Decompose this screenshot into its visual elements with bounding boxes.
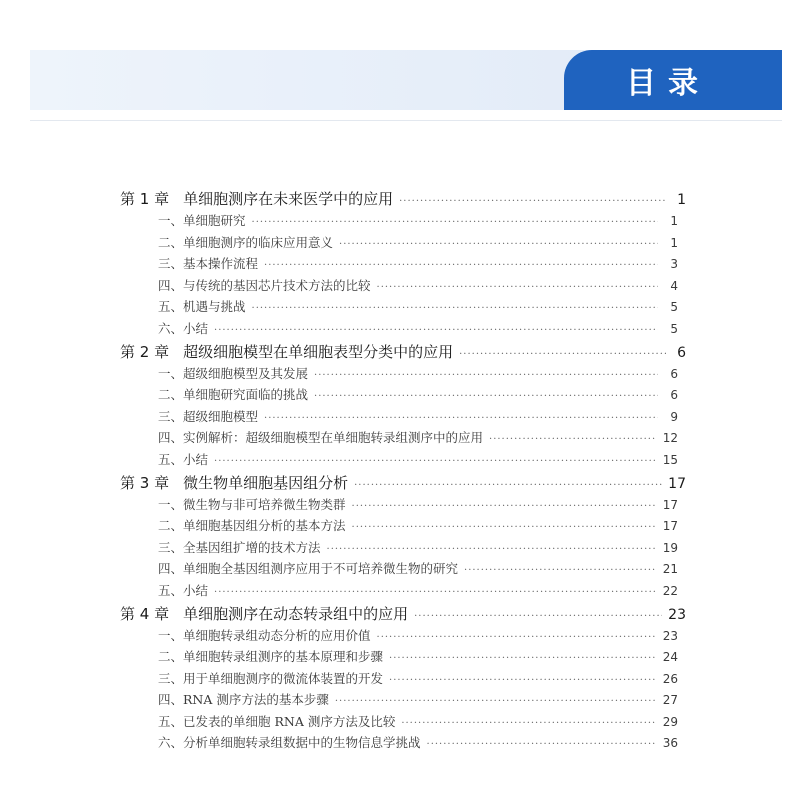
chapter-page-number: 6 (677, 344, 686, 361)
dot-leader (214, 456, 657, 467)
dot-leader (399, 196, 666, 207)
dot-leader (214, 325, 658, 336)
section-title: 一、单细胞转录组动态分析的应用价值 (158, 627, 371, 643)
chapter-page-number: 23 (668, 606, 686, 623)
section-page-number: 17 (662, 497, 678, 512)
section-row (120, 733, 686, 755)
section-title: 五、小结 (158, 451, 209, 467)
section-title: 五、机遇与挑战 (158, 299, 246, 315)
dot-leader (252, 303, 658, 314)
section-page-number: 5 (670, 321, 678, 336)
section-page-number: 1 (670, 235, 678, 250)
section-row (120, 581, 686, 603)
section-page-number: 5 (670, 300, 678, 315)
dot-leader (335, 696, 657, 707)
section-row (120, 712, 686, 734)
dot-leader (414, 611, 662, 622)
section-title: 一、超级细胞模型及其发展 (158, 365, 309, 381)
chapter-number: 第 2 章 (120, 342, 170, 361)
chapter-number: 第 1 章 (120, 190, 170, 208)
dot-leader (377, 282, 658, 293)
section-page-number: 24 (662, 650, 678, 665)
section-title: 二、单细胞转录组测序的基本原理和步骤 (158, 649, 384, 665)
dot-leader (252, 217, 658, 228)
section-page-number: 21 (662, 562, 678, 577)
dot-leader (352, 501, 657, 512)
section-page-number: 15 (662, 452, 678, 467)
dot-leader (327, 544, 657, 555)
chapter-row (120, 603, 686, 626)
section-page-number: 26 (662, 671, 678, 686)
dot-leader (339, 239, 658, 250)
section-row (120, 233, 686, 255)
section-title: 三、超级细胞模型 (158, 408, 259, 424)
chapter-number: 第 4 章 (120, 604, 170, 623)
chapter-row (120, 472, 686, 495)
chapter-row (120, 188, 686, 211)
section-row (120, 538, 686, 560)
section-row (120, 516, 686, 538)
section-row (120, 495, 686, 517)
dot-leader (389, 653, 657, 664)
section-title: 四、与传统的基因芯片技术方法的比较 (158, 277, 371, 293)
section-title: 二、单细胞研究面临的挑战 (158, 387, 309, 403)
section-page-number: 1 (670, 214, 678, 228)
dot-leader (401, 718, 656, 729)
section-title: 四、单细胞全基因组测序应用于不可培养微生物的研究 (158, 561, 459, 577)
dot-leader (489, 434, 657, 445)
section-row (120, 626, 686, 648)
section-title: 三、全基因组扩增的技术方法 (158, 539, 321, 555)
header-banner (30, 50, 782, 110)
dot-leader (464, 565, 657, 576)
section-page-number: 12 (662, 431, 678, 446)
section-row (120, 385, 686, 407)
chapter-number: 第 3 章 (120, 473, 170, 492)
section-row (120, 559, 686, 581)
section-row (120, 669, 686, 691)
section-row (120, 211, 686, 233)
section-title: 六、分析单细胞转录组数据中的生物信息学挑战 (158, 735, 421, 751)
section-row (120, 254, 686, 276)
section-page-number: 3 (670, 257, 678, 272)
dot-leader (264, 413, 658, 424)
section-page-number: 29 (662, 714, 678, 729)
chapter-page-number: 17 (668, 475, 686, 492)
section-title: 四、RNA 测序方法的基本步骤 (158, 692, 329, 708)
dot-leader (354, 480, 662, 491)
section-page-number: 17 (662, 519, 678, 534)
chapter-row (120, 341, 686, 364)
section-title: 一、单细胞研究 (158, 213, 246, 228)
chapter-title: 超级细胞模型在单细胞表型分类中的应用 (183, 342, 454, 361)
header-divider (30, 120, 782, 121)
title-tab (564, 50, 782, 110)
dot-leader (214, 587, 657, 598)
section-title: 二、单细胞基因组分析的基本方法 (158, 518, 346, 534)
dot-leader (377, 632, 657, 643)
dot-leader (314, 370, 658, 381)
dot-leader (264, 260, 658, 271)
section-row (120, 364, 686, 386)
chapter-title: 单细胞测序在动态转录组中的应用 (183, 604, 409, 623)
section-row (120, 276, 686, 298)
dot-leader (459, 349, 666, 360)
dot-leader (314, 391, 658, 402)
section-page-number: 27 (662, 693, 678, 708)
section-row (120, 428, 686, 450)
section-title: 四、实例解析：超级细胞模型在单细胞转录组测序中的应用 (158, 430, 484, 446)
section-title: 一、微生物与非可培养微生物类群 (158, 496, 346, 512)
chapter-title: 单细胞测序在未来医学中的应用 (183, 190, 394, 208)
section-page-number: 6 (670, 388, 678, 403)
section-page-number: 6 (670, 366, 678, 381)
section-page-number: 22 (662, 583, 678, 598)
chapter-page-number: 1 (677, 192, 686, 208)
section-row (120, 297, 686, 319)
section-row (120, 647, 686, 669)
table-of-contents (120, 188, 686, 755)
page-title: 目录 (626, 66, 710, 101)
section-title: 二、单细胞测序的临床应用意义 (158, 234, 334, 250)
section-title: 三、用于单细胞测序的微流体装置的开发 (158, 670, 384, 686)
section-title: 三、基本操作流程 (158, 256, 259, 272)
section-title: 五、已发表的单细胞 RNA 测序方法及比较 (158, 713, 396, 729)
section-title: 五、小结 (158, 582, 209, 598)
dot-leader (352, 522, 657, 533)
section-page-number: 9 (670, 409, 678, 424)
section-page-number: 36 (662, 736, 678, 751)
section-page-number: 4 (670, 278, 678, 293)
dot-leader (389, 675, 657, 686)
section-page-number: 23 (662, 628, 678, 643)
section-title: 六、小结 (158, 320, 209, 336)
dot-leader (427, 739, 657, 750)
section-page-number: 19 (662, 540, 678, 555)
section-row (120, 319, 686, 341)
section-row (120, 407, 686, 429)
section-row (120, 690, 686, 712)
chapter-title: 微生物单细胞基因组分析 (183, 473, 349, 492)
section-row (120, 450, 686, 472)
